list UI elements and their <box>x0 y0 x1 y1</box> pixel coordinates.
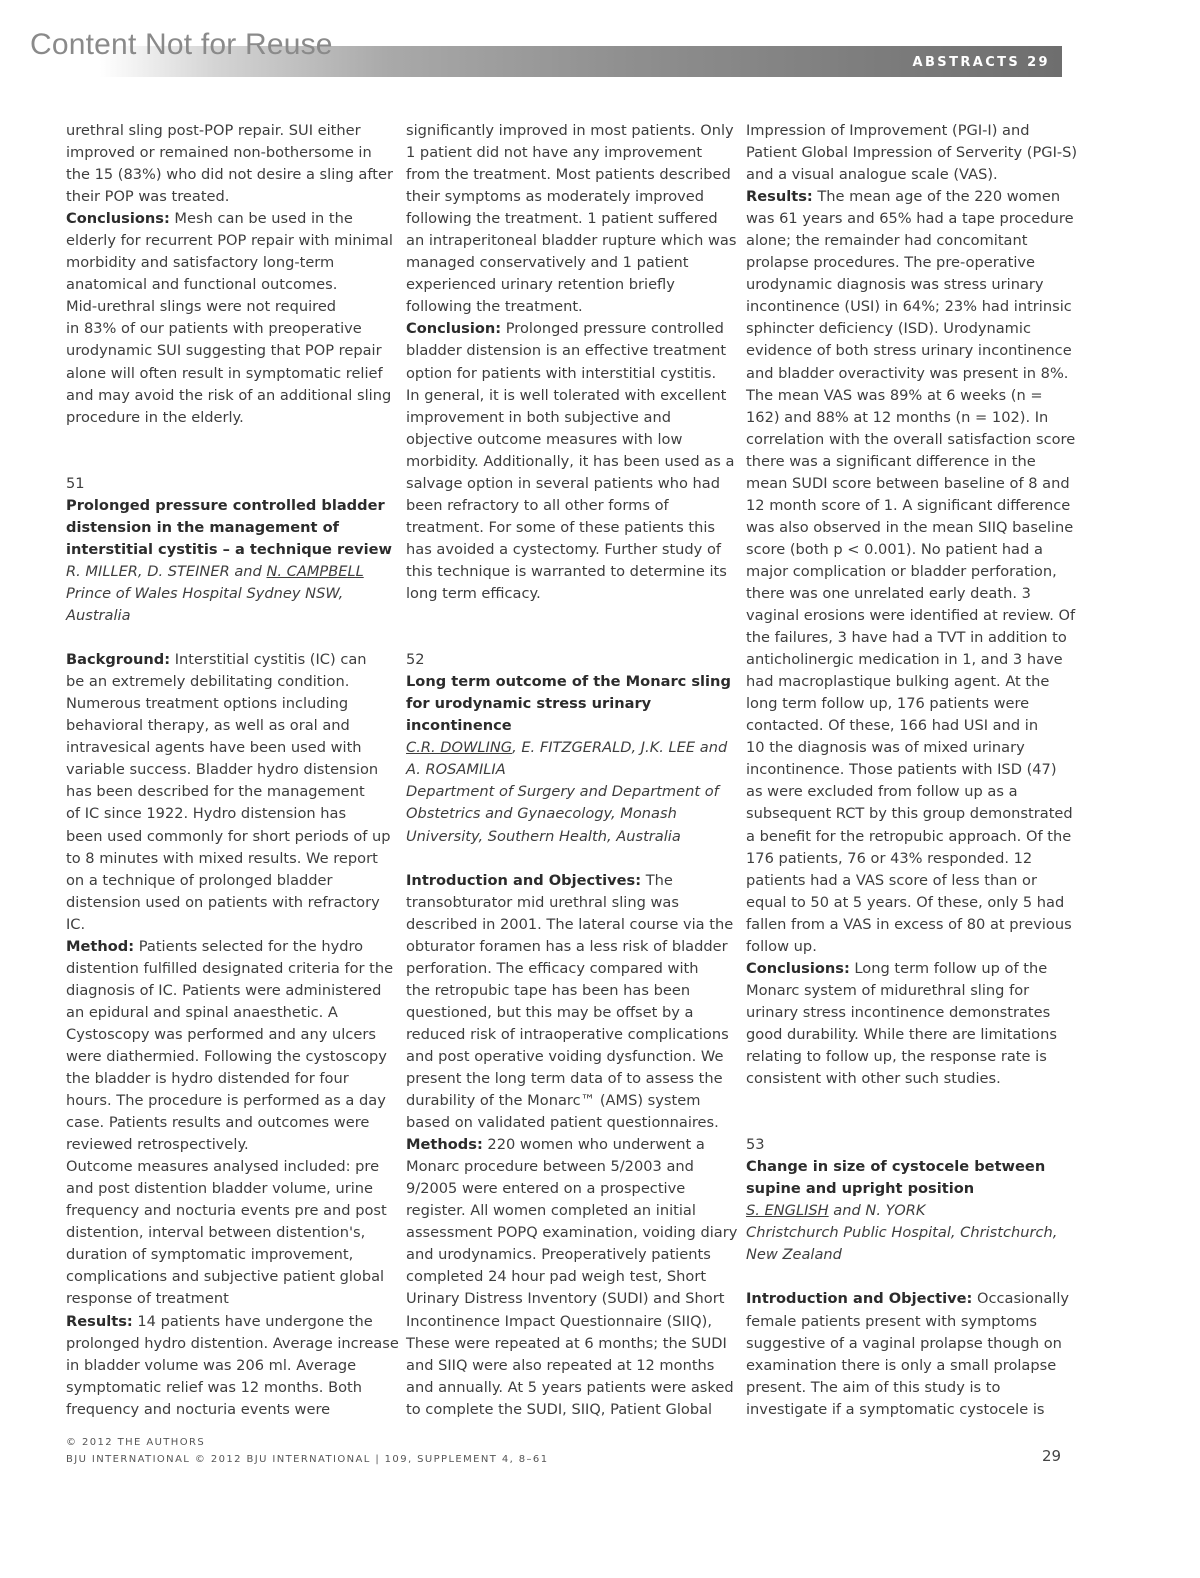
text-line: Department of Surgery and Department of <box>406 783 719 801</box>
text-line: incontinence <box>406 717 512 735</box>
abstract-number: 52 <box>406 651 425 669</box>
body-text: Patients selected for the hydro <box>134 937 364 955</box>
text-line: 176 patients, 76 or 43% responded. 12 <box>746 849 1033 867</box>
text-line: Mid-urethral slings were not required <box>66 298 337 316</box>
text-line: perforation. The efficacy compared with <box>406 959 699 977</box>
column-3 <box>746 120 1078 1421</box>
text-line: prolonged hydro distention. Average increase <box>66 1334 399 1352</box>
page-footer <box>66 1434 548 1468</box>
text-line: their symptoms as moderately improved <box>406 188 705 206</box>
introduction-heading-line <box>746 1288 1070 1310</box>
text-line: equal to 50 at 5 years. Of these, only 5 had <box>746 893 1065 911</box>
text-line: improved or remained non-bothersome in <box>66 144 372 162</box>
text-line: and post operative voiding dysfunction. We <box>406 1047 724 1065</box>
text-line: had macroplastique bulking agent. At the <box>746 673 1050 691</box>
text-line: and a visual analogue scale (VAS). <box>746 166 998 184</box>
text-line: has avoided a cystectomy. Further study of <box>406 540 722 558</box>
text-line: behavioral therapy, as well as oral and <box>66 717 350 735</box>
text-line: urinary stress incontinence demonstrates <box>746 1003 1051 1021</box>
text-line: reduced risk of intraoperative complications <box>406 1025 729 1043</box>
text-line: this technique is warranted to determine its <box>406 562 727 580</box>
text-block <box>746 208 1076 958</box>
text-line: symptomatic relief was 12 months. Both <box>66 1378 362 1396</box>
text-line: investigate if a symptomatic cystocele is <box>746 1400 1045 1418</box>
text-line: correlation with the overall satisfaction score <box>746 430 1076 448</box>
section-label: Background: <box>66 651 171 669</box>
text-line: to complete the SUDI, SIIQ, Patient Global <box>406 1400 713 1418</box>
presenting-author: N. CAMPBELL <box>266 562 364 580</box>
text-line: on a technique of prolonged bladder <box>66 871 333 889</box>
text-line: follow up. <box>746 937 817 955</box>
text-line: alone; the remainder had concomitant <box>746 232 1028 250</box>
text-line: there was one unrelated early death. 3 <box>746 584 1031 602</box>
text-line: patients had a VAS score of less than or <box>746 871 1037 889</box>
text-line: distention, interval between distention's, <box>66 1224 366 1242</box>
results-heading-line <box>746 186 1064 208</box>
text-line: prolapse procedures. The pre-operative <box>746 254 1036 272</box>
text-block <box>746 120 1078 186</box>
abstract-title <box>406 671 731 737</box>
body-text: Occasionally <box>972 1290 1070 1308</box>
text-line: IC. <box>66 915 86 933</box>
results-heading-line <box>66 1311 384 1333</box>
text-line: Long term outcome of the Monarc sling <box>406 673 731 691</box>
running-header-label: ABSTRACTS 29 <box>912 55 1050 70</box>
text-block <box>406 892 734 1135</box>
text-line: Monarc system of midurethral sling for <box>746 981 1030 999</box>
text-line: in bladder volume was 206 ml. Average <box>66 1356 357 1374</box>
text-block <box>66 230 393 428</box>
text-line: 9/2005 were entered on a prospective <box>406 1180 686 1198</box>
text-line: sphincter deficiency (ISD). Urodynamic <box>746 320 1031 338</box>
text-line: 10 the diagnosis was of mixed urinary <box>746 739 1025 757</box>
text-block <box>406 1156 738 1421</box>
text-line: obturator foramen has a less risk of bladder <box>406 937 728 955</box>
section-label: Results: <box>746 188 813 206</box>
text-block <box>66 958 394 1311</box>
text-line: the failures, 3 have had a TVT in addition to <box>746 629 1067 647</box>
text-line: Change in size of cystocele between <box>746 1158 1046 1176</box>
text-line: relating to follow up, the response rate is <box>746 1047 1047 1065</box>
text-line: an intraperitoneal bladder rupture which was <box>406 232 737 250</box>
text-line: 162) and 88% at 12 months (n = 102). In <box>746 408 1049 426</box>
text-line: transobturator mid urethral sling was <box>406 893 679 911</box>
text-line: intravesical agents have been used with <box>66 739 362 757</box>
text-line: treatment. For some of these patients this <box>406 518 715 536</box>
text-line: long term efficacy. <box>406 584 541 602</box>
text-line: 1 patient did not have any improvement <box>406 144 703 162</box>
text-line: from the treatment. Most patients described <box>406 166 731 184</box>
text-line: a benefit for the retropubic approach. Of the <box>746 827 1072 845</box>
text-line: New Zealand <box>746 1246 842 1264</box>
body-text: The <box>641 871 673 889</box>
text-line: improvement in both subjective and <box>406 408 671 426</box>
text-line: questioned, but this may be offset by a <box>406 1003 694 1021</box>
text-line: based on validated patient questionnaires. <box>406 1114 719 1132</box>
abstract-title <box>66 495 393 561</box>
method-heading-line <box>66 936 384 958</box>
text-line: variable success. Bladder hydro distension <box>66 761 379 779</box>
text-line: distention fulfilled designated criteria for the <box>66 959 394 977</box>
text-line: an epidural and spinal anaesthetic. A <box>66 1003 338 1021</box>
text-line: to 8 minutes with mixed results. We report <box>66 849 378 867</box>
text-line: described in 2001. The lateral course via the <box>406 915 734 933</box>
section-label: Methods: <box>406 1136 483 1154</box>
text-line: the retropubic tape has been has been <box>406 981 691 999</box>
text-line: response of treatment <box>66 1290 229 1308</box>
author-line-2: A. ROSAMILIA <box>406 761 506 779</box>
text-line: Australia <box>66 607 131 625</box>
section-label: Introduction and Objective: <box>746 1290 973 1308</box>
text-line: Cystoscopy was performed and any ulcers <box>66 1025 376 1043</box>
text-line: the 15 (83%) who did not desire a sling after <box>66 166 393 184</box>
text-line: urodynamic SUI suggesting that POP repair <box>66 342 382 360</box>
text-line: major complication or bladder perforation, <box>746 562 1057 580</box>
text-line: contacted. Of these, 166 had USI and in <box>746 717 1039 735</box>
text-line: Outcome measures analysed included: pre <box>66 1158 380 1176</box>
body-text: Mesh can be used in the <box>169 210 353 228</box>
background-heading-line <box>66 649 384 671</box>
text-line: morbidity and satisfactory long-term <box>66 254 335 272</box>
text-line: procedure in the elderly. <box>66 408 244 426</box>
text-line: female patients present with symptoms <box>746 1312 1038 1330</box>
authors: R. MILLER, D. STEINER and <box>66 562 267 580</box>
text-line: for urodynamic stress urinary <box>406 695 652 713</box>
abstract-number: 53 <box>746 1136 765 1154</box>
text-line: and may avoid the risk of an additional sling <box>66 386 392 404</box>
text-line: has been described for the management <box>66 783 365 801</box>
text-line: were diathermied. Following the cystoscopy <box>66 1047 387 1065</box>
text-line: evidence of both stress urinary incontinence <box>746 342 1072 360</box>
text-line: was 61 years and 65% had a tape procedure <box>746 210 1074 228</box>
text-line: examination there is only a small prolapse <box>746 1356 1057 1374</box>
body-text: The mean age of the 220 women <box>812 188 1061 206</box>
text-line: subsequent RCT by this group demonstrated <box>746 805 1073 823</box>
text-line: following the treatment. <box>406 298 583 316</box>
text-line: distension used on patients with refractory <box>66 893 380 911</box>
section-label: Introduction and Objectives: <box>406 871 642 889</box>
body-text: 14 patients have undergone the <box>132 1312 373 1330</box>
text-line: frequency and nocturia events were <box>66 1400 331 1418</box>
text-line: following the treatment. 1 patient suffered <box>406 210 718 228</box>
text-line: assessment POPQ examination, voiding diary <box>406 1224 738 1242</box>
text-line: 12 month score of 1. A significant difference <box>746 496 1071 514</box>
text-line: their POP was treated. <box>66 188 230 206</box>
text-line: Numerous treatment options including <box>66 695 349 713</box>
text-line: mean SUDI score between baseline of 8 and <box>746 474 1070 492</box>
text-line: significantly improved in most patients. Only <box>406 122 734 139</box>
text-line: Impression of Improvement (PGI-I) and <box>746 122 1030 139</box>
text-line: and SIIQ were also repeated at 12 months <box>406 1356 715 1374</box>
column-2 <box>406 120 738 1421</box>
text-line: of IC since 1922. Hydro distension has <box>66 805 347 823</box>
section-label: Conclusions: <box>66 210 170 228</box>
text-line: Obstetrics and Gynaecology, Monash <box>406 805 677 823</box>
author-line <box>66 561 384 583</box>
section-label: Conclusions: <box>746 959 850 977</box>
text-line: incontinence. Those patients with ISD (47) <box>746 761 1057 779</box>
text-line: frequency and nocturia events pre and post <box>66 1202 387 1220</box>
text-line: long term follow up, 176 patients were <box>746 695 1030 713</box>
text-line: alone will often result in symptomatic relief <box>66 364 383 382</box>
text-line: University, Southern Health, Australia <box>406 827 681 845</box>
body-text: Prolonged pressure controlled <box>501 320 724 338</box>
body-text: Long term follow up of the <box>849 959 1048 977</box>
text-line: vaginal erosions were identified at review. Of <box>746 607 1076 625</box>
text-line: option for patients with interstitial cystitis. <box>406 364 717 382</box>
text-line: present the long term data of to assess the <box>406 1070 723 1088</box>
text-line: managed conservatively and 1 patient <box>406 254 689 272</box>
authors: and N. YORK <box>828 1202 926 1220</box>
text-line: as were excluded from follow up as a <box>746 783 1018 801</box>
text-line: was also observed in the mean SIIQ baseline <box>746 518 1074 536</box>
text-line: reviewed retrospectively. <box>66 1136 249 1154</box>
text-line: experienced urinary retention briefly <box>406 276 675 294</box>
text-line: urodynamic diagnosis was stress urinary <box>746 276 1044 294</box>
text-line: supine and upright position <box>746 1180 975 1198</box>
text-line: distension in the management of <box>66 518 339 536</box>
text-line: Christchurch Public Hospital, Christchurch, <box>746 1224 1058 1242</box>
introduction-heading-line <box>406 870 724 892</box>
text-line: Prolonged pressure controlled bladder <box>66 496 385 514</box>
watermark: Content Not for Reuse <box>30 28 333 61</box>
text-line: incontinence (USI) in 64%; 23% had intrinsic <box>746 298 1072 316</box>
text-line: score (both p < 0.001). No patient had a <box>746 540 1043 558</box>
presenting-author: S. ENGLISH <box>746 1202 829 1220</box>
section-label: Method: <box>66 937 135 955</box>
text-line: fallen from a VAS in excess of 80 at previous <box>746 915 1072 933</box>
text-line: the bladder is hydro distended for four <box>66 1070 349 1088</box>
column-1 <box>66 120 399 1421</box>
affiliation <box>406 781 724 847</box>
text-line: duration of symptomatic improvement, <box>66 1246 354 1264</box>
author-line <box>406 737 728 759</box>
abstract-title <box>746 1156 1064 1200</box>
text-line: case. Patients results and outcomes were <box>66 1114 370 1132</box>
text-line: objective outcome measures with low <box>406 430 683 448</box>
text-line: interstitial cystitis – a technique review <box>66 540 393 558</box>
text-line: and annually. At 5 years patients were asked <box>406 1378 734 1396</box>
footer-copyright: © 2012 THE AUTHORS <box>66 1437 206 1448</box>
text-line: there was a significant difference in the <box>746 452 1036 470</box>
text-line: in 83% of our patients with preoperative <box>66 320 362 338</box>
footer-journal: BJU INTERNATIONAL © 2012 BJU INTERNATIONAL | 109, SUPPLEMENT 4, 8–61 <box>66 1454 549 1465</box>
text-line: been refractory to all other forms of <box>406 496 669 514</box>
text-line: bladder distension is an effective treatment <box>406 342 727 360</box>
conclusions-heading-line <box>66 208 384 230</box>
presenting-author: C.R. DOWLING <box>406 739 513 757</box>
conclusions-heading-line <box>746 958 1064 980</box>
text-line: salvage option in several patients who had <box>406 474 721 492</box>
text-line: durability of the Monarc™ (AMS) system <box>406 1092 701 1110</box>
body-text: Interstitial cystitis (IC) can <box>170 651 367 669</box>
conclusion-heading-line <box>406 318 724 340</box>
text-line: Incontinence Impact Questionnaire (SIIQ), <box>406 1312 712 1330</box>
text-line: anticholinergic medication in 1, and 3 have <box>746 651 1063 669</box>
text-line: present. The aim of this study is to <box>746 1378 1001 1396</box>
text-line: These were repeated at 6 months; the SUDI <box>406 1334 727 1352</box>
text-line: Patient Global Impression of Serverity (PGI-S) <box>746 144 1078 162</box>
affiliation <box>66 583 384 627</box>
text-line: and post distention bladder volume, urine <box>66 1180 373 1198</box>
text-line: consistent with other such studies. <box>746 1070 1001 1088</box>
text-line: register. All women completed an initial <box>406 1202 696 1220</box>
page-number: 29 <box>1042 1447 1062 1465</box>
methods-heading-line <box>406 1134 724 1156</box>
text-line: urethral sling post-POP repair. SUI either <box>66 122 361 139</box>
text-line: diagnosis of IC. Patients were administered <box>66 981 382 999</box>
text-line: anatomical and functional outcomes. <box>66 276 338 294</box>
text-line: completed 24 hour pad weigh test, Short <box>406 1268 707 1286</box>
text-line: The mean VAS was 89% at 6 weeks (n = <box>746 386 1043 404</box>
authors: , E. FITZGERALD, J.K. LEE and <box>512 739 728 757</box>
text-line: In general, it is well tolerated with excellent <box>406 386 727 404</box>
text-block <box>746 980 1064 1090</box>
text-line: Prince of Wales Hospital Sydney NSW, <box>66 584 344 602</box>
text-line: good durability. While there are limitations <box>746 1025 1057 1043</box>
text-line: suggestive of a vaginal prolapse though on <box>746 1334 1062 1352</box>
text-line: morbidity. Additionally, it has been used as a <box>406 452 735 470</box>
text-block <box>66 120 393 208</box>
section-label: Conclusion: <box>406 320 502 338</box>
text-block <box>406 120 737 318</box>
text-line: and urodynamics. Preoperatively patients <box>406 1246 711 1264</box>
text-line: complications and subjective patient global <box>66 1268 385 1286</box>
text-line: elderly for recurrent POP repair with minimal <box>66 232 393 250</box>
text-block <box>746 1311 1064 1421</box>
text-block <box>66 671 391 936</box>
section-label: Results: <box>66 1312 133 1330</box>
text-line: Monarc procedure between 5/2003 and <box>406 1158 694 1176</box>
text-line: Urinary Distress Inventory (SUDI) and Short <box>406 1290 725 1308</box>
text-line: been used commonly for short periods of up <box>66 827 391 845</box>
text-line: be an extremely debilitating condition. <box>66 673 350 691</box>
abstract-number: 51 <box>66 474 85 492</box>
text-line: and bladder overactivity was present in 8%. <box>746 364 1069 382</box>
text-line: hours. The procedure is performed as a day <box>66 1092 386 1110</box>
text-block <box>406 340 735 605</box>
text-block <box>66 1333 399 1421</box>
affiliation <box>746 1222 1064 1266</box>
body-text: 220 women who underwent a <box>482 1136 705 1154</box>
author-line <box>746 1200 1064 1222</box>
